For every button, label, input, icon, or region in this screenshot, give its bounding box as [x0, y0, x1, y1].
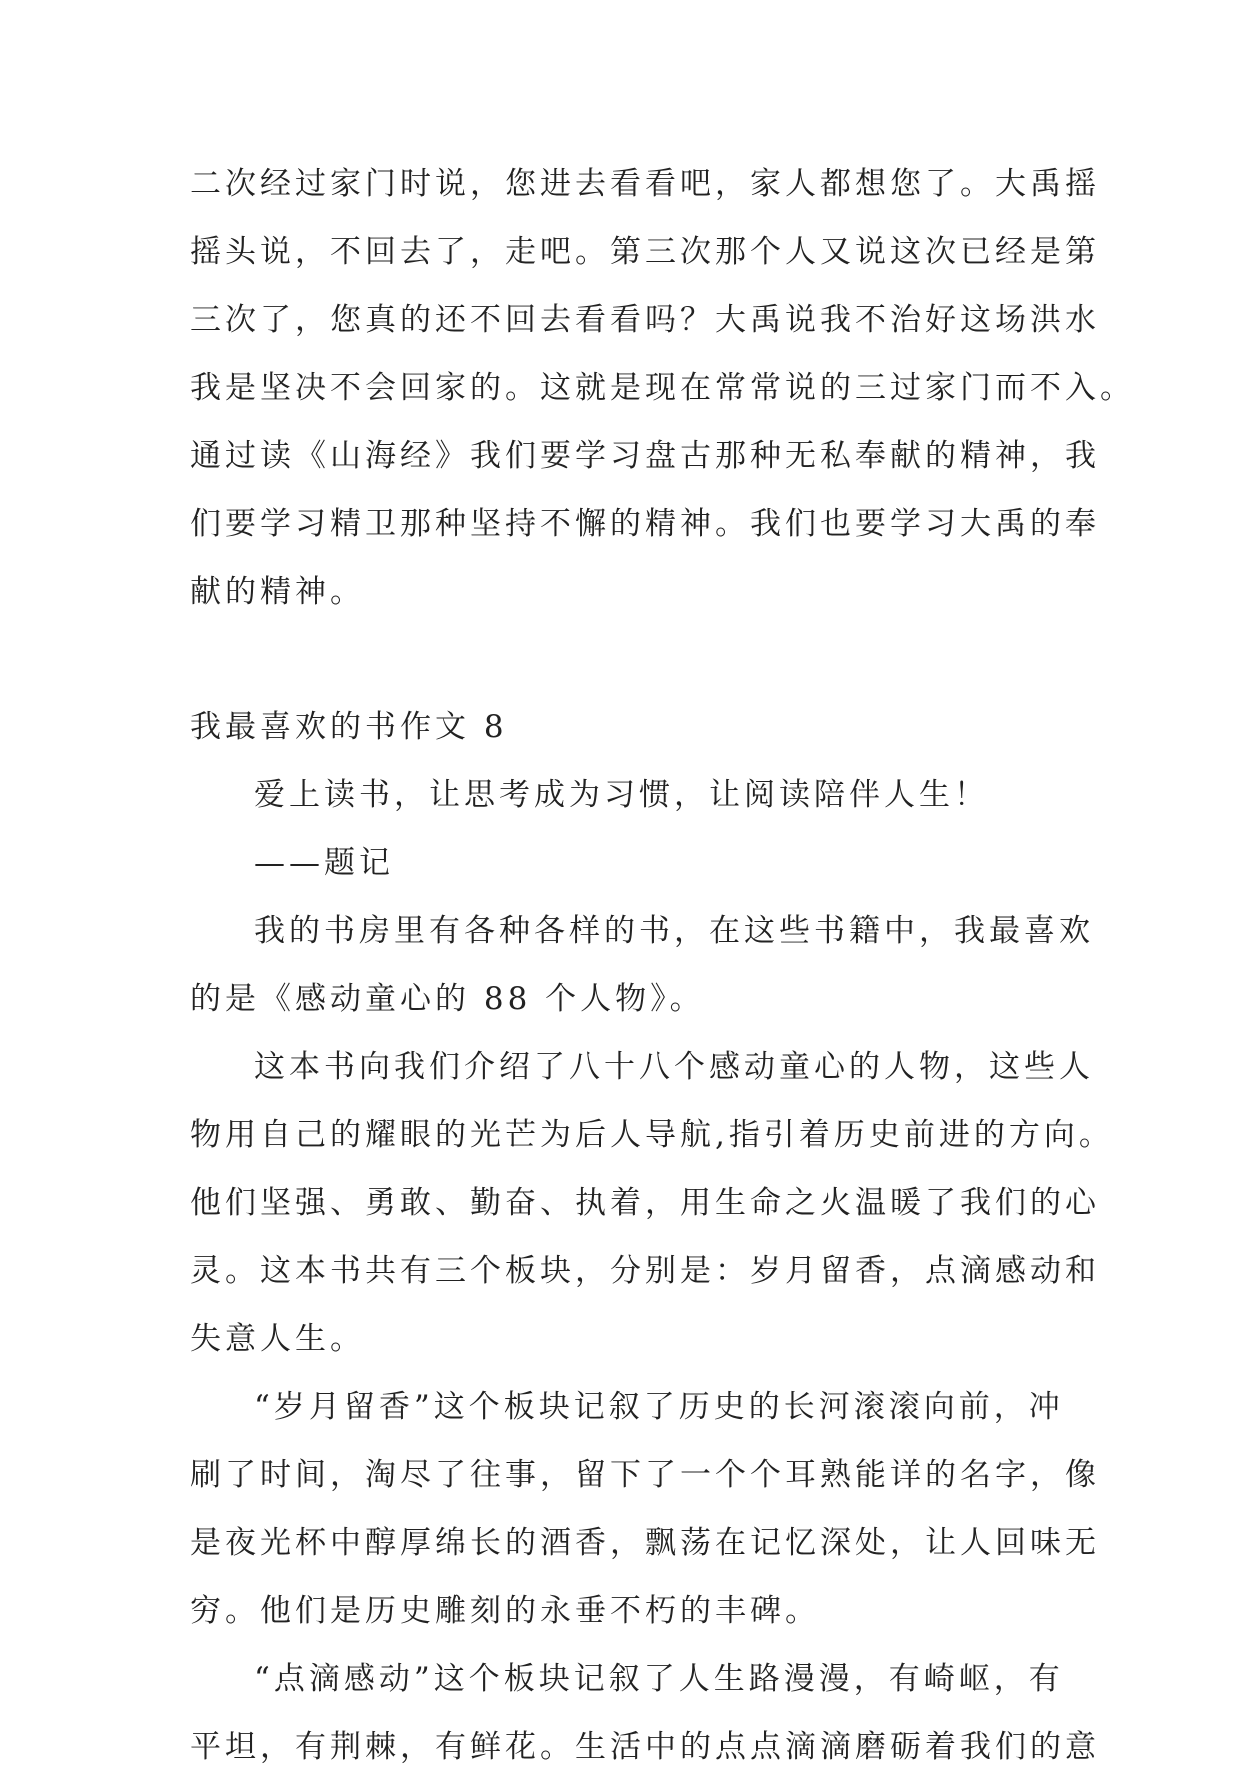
- text-line: 失意人生。: [190, 1321, 365, 1357]
- section-title: 我最喜欢的书作文 8: [190, 709, 508, 745]
- text-line: 刷了时间，淘尽了往事，留下了一个个耳熟能详的名字，像: [190, 1457, 1100, 1493]
- text-line: 这本书向我们介绍了八十八个感动童心的人物，这些人: [254, 1049, 1094, 1085]
- section-gap: [190, 626, 1062, 693]
- text-line: 们要学习精卫那种坚持不懈的精神。我们也要学习大禹的奉: [190, 506, 1100, 542]
- paragraph-3: [190, 1373, 1100, 1645]
- paragraph-1: [190, 897, 1094, 1033]
- text-line: 我是坚决不会回家的。这就是现在常常说的三过家门而不入。: [190, 370, 1135, 406]
- epigraph-attribution: ——题记: [254, 845, 394, 881]
- text-line: 二次经过家门时说，您进去看看吧，家人都想您了。大禹摇: [190, 166, 1100, 202]
- text-line: 平坦，有荆棘，有鲜花。生活中的点点滴滴磨砺着我们的意: [190, 1729, 1100, 1765]
- text-line: 是夜光杯中醇厚绵长的酒香，飘荡在记忆深处，让人回味无: [190, 1525, 1100, 1561]
- text-line: 的是《感动童心的 88 个人物》。: [190, 981, 705, 1017]
- text-line: 献的精神。: [190, 574, 365, 610]
- text-line: 穷。他们是历史雕刻的永垂不朽的丰碑。: [190, 1593, 820, 1629]
- previous-section-paragraph: [190, 150, 1135, 626]
- document-body: [190, 150, 1135, 1781]
- text-line: 我的书房里有各种各样的书，在这些书籍中，我最喜欢: [254, 913, 1094, 949]
- paragraph-2: [190, 1033, 1114, 1373]
- text-line: 通过读《山海经》我们要学习盘古那种无私奉献的精神，我: [190, 438, 1100, 474]
- text-line: “点滴感动”这个板块记叙了人生路漫漫，有崎岖，有: [254, 1661, 1064, 1697]
- text-line: 他们坚强、勇敢、勤奋、执着，用生命之火温暖了我们的心: [190, 1185, 1100, 1221]
- text-line: 灵。这本书共有三个板块，分别是：岁月留香，点滴感动和: [190, 1253, 1100, 1289]
- paragraph-4: [190, 1645, 1100, 1781]
- text-line: 三次了，您真的还不回去看看吗？大禹说我不治好这场洪水: [190, 302, 1100, 338]
- text-line: 物用自己的耀眼的光芒为后人导航,指引着历史前进的方向。: [190, 1117, 1114, 1153]
- text-line: “岁月留香”这个板块记叙了历史的长河滚滚向前，冲: [254, 1389, 1064, 1425]
- text-line: 摇头说，不回去了，走吧。第三次那个人又说这次已经是第: [190, 234, 1100, 270]
- epigraph: 爱上读书，让思考成为习惯，让阅读陪伴人生！: [254, 777, 989, 813]
